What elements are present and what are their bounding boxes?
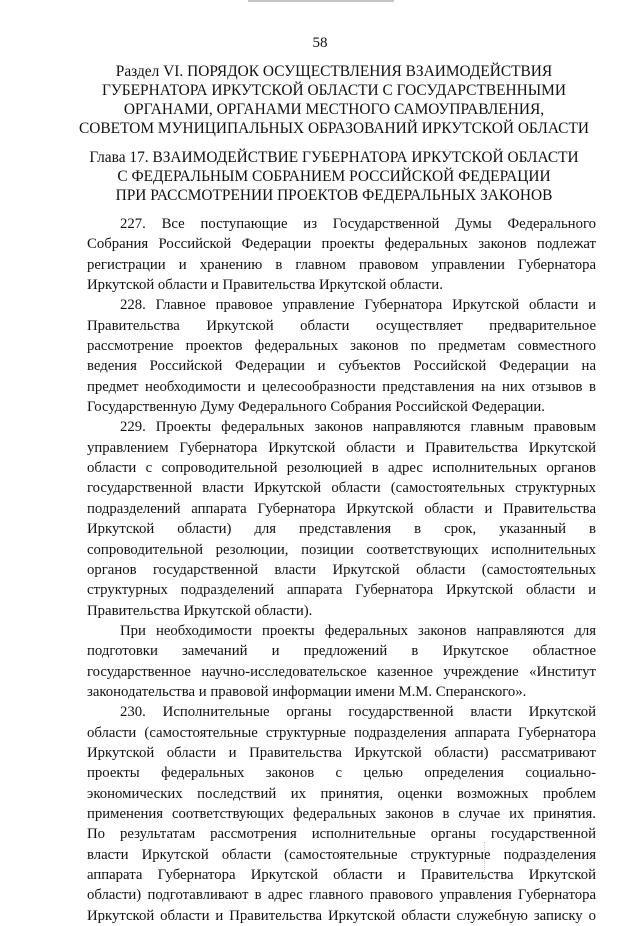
paragraph-line: Иркутской области) для представления в срок, указанный в <box>87 521 596 538</box>
paragraph-line: структурных подразделений аппарата Губернатора Иркутской области и <box>87 582 596 599</box>
paragraph-line: 229. Проекты федеральных законов направляются главным правовым <box>120 419 596 436</box>
paragraph-line: Государственную Думу Федерального Собрания Российской Федерации. <box>87 399 545 416</box>
paragraph-line: Иркутской области и Правительства Иркутской области. <box>87 277 443 294</box>
paragraph-line: законодательства и правовой информации имени М.М. Сперанского». <box>87 683 527 700</box>
paragraph-line: органов государственной власти Иркутской области (самостоятельных <box>87 561 596 578</box>
scan-edge-mark <box>248 0 394 2</box>
paragraph-line: подразделений аппарата Губернатора Иркутской области и Правительства <box>87 500 596 517</box>
section-heading <box>60 62 608 138</box>
section-heading-line: Раздел VI. ПОРЯДОК ОСУЩЕСТВЛЕНИЯ ВЗАИМОДЕЙСТВИЯ <box>115 63 553 80</box>
paragraph-line: применения соответствующих федеральных законов в случае их принятия. <box>87 805 596 822</box>
section-heading-line: ГУБЕРНАТОРА ИРКУТСКОЙ ОБЛАСТИ С ГОСУДАРСТВЕННЫМИ <box>102 82 566 99</box>
paragraph-line: аппарата Губернатора Иркутской области и Правительства Иркутской <box>87 867 596 883</box>
paragraph-line: государственное научно-исследовательское казенное учреждение «Институт <box>87 663 596 680</box>
paragraph <box>87 702 596 926</box>
paragraph-line: проекты федеральных законов с целью определения социально- <box>87 765 596 782</box>
paragraph-line: управлением Губернатора Иркутской области и Правительства Иркутской <box>87 439 596 456</box>
paragraph-line: государственной власти Иркутской области (самостоятельных структурных <box>87 480 596 497</box>
paragraph-line: экономических последствий их принятия, оценки возможных проблем <box>87 785 596 802</box>
paragraph-line: При необходимости проекты федеральных законов направляются для <box>120 622 596 639</box>
paragraph-line: сопроводительной резолюции, позиции соответствующих исполнительных <box>87 541 596 558</box>
section-heading-line: ОРГАНАМИ, ОРГАНАМИ МЕСТНОГО САМОУПРАВЛЕНИЯ, <box>123 101 545 118</box>
paragraph <box>87 417 596 620</box>
paragraph <box>87 621 596 702</box>
paragraph-line: 227. Все поступающие из Государственной Думы Федерального <box>120 216 596 232</box>
paragraph <box>87 214 596 295</box>
paragraph-line: регистрации и хранению в главном правовом управлении Губернатора <box>87 256 596 273</box>
paragraph-line: ведения Российской Федерации и субъектов Российской Федерации на <box>87 358 596 375</box>
chapter-heading-line: С ФЕДЕРАЛЬНЫМ СОБРАНИЕМ РОССИЙСКОЙ ФЕДЕРАЦИИ <box>117 168 551 185</box>
paragraph-line: области с сопроводительной резолюцией в адрес исполнительных органов <box>87 460 596 477</box>
paragraph-line: 228. Главное правовое управление Губернатора Иркутской области и <box>120 297 596 314</box>
paragraph-line: области (самостоятельные структурные подразделения аппарата Губернатора <box>87 724 596 741</box>
chapter-heading-line: ПРИ РАССМОТРЕНИИ ПРОЕКТОВ ФЕДЕРАЛЬНЫХ ЗАКОНОВ <box>115 187 553 204</box>
body-text <box>87 214 596 926</box>
section-heading-line: СОВЕТОМ МУНИЦИПАЛЬНЫХ ОБРАЗОВАНИЙ ИРКУТСКОЙ ОБЛАСТИ <box>79 120 589 137</box>
paragraph-line: Правительства Иркутской области осуществляет предварительное <box>87 317 596 334</box>
paragraph-line: 230. Исполнительные органы государственной власти Иркутской <box>120 704 596 721</box>
paragraph-line: По результатам рассмотрения исполнительные органы государственной <box>87 826 596 843</box>
scan-artifact <box>484 842 486 882</box>
paragraph-line: подготовки замечаний и предложений в Иркутское областное <box>87 643 596 660</box>
paragraph-line: Иркутской области и Правительства Иркутской области служебную записку о <box>87 907 596 924</box>
chapter-heading <box>60 148 608 205</box>
paragraph-line: предмет необходимости и целесообразности представления на них отзывов в <box>87 378 596 395</box>
paragraph-line: Правительства Иркутской области). <box>87 602 313 619</box>
paragraph-line: области) подготавливают в адрес главного правового управления Губернатора <box>87 887 596 904</box>
paragraph-line: власти Иркутской области (самостоятельные структурные подразделения <box>87 846 596 863</box>
paragraph-line: рассмотрение проектов федеральных законов по предметам совместного <box>87 338 596 355</box>
paragraph-line: Собрания Российской Федерации проекты федеральных законов подлежат <box>87 236 596 253</box>
chapter-heading-line: Глава 17. ВЗАИМОДЕЙСТВИЕ ГУБЕРНАТОРА ИРКУТСКОЙ ОБЛАСТИ <box>89 149 579 166</box>
paragraph <box>87 295 596 417</box>
paragraph-line: Иркутской области и Правительства Иркутской области) рассматривают <box>87 744 596 761</box>
page-number: 58 <box>312 35 328 51</box>
